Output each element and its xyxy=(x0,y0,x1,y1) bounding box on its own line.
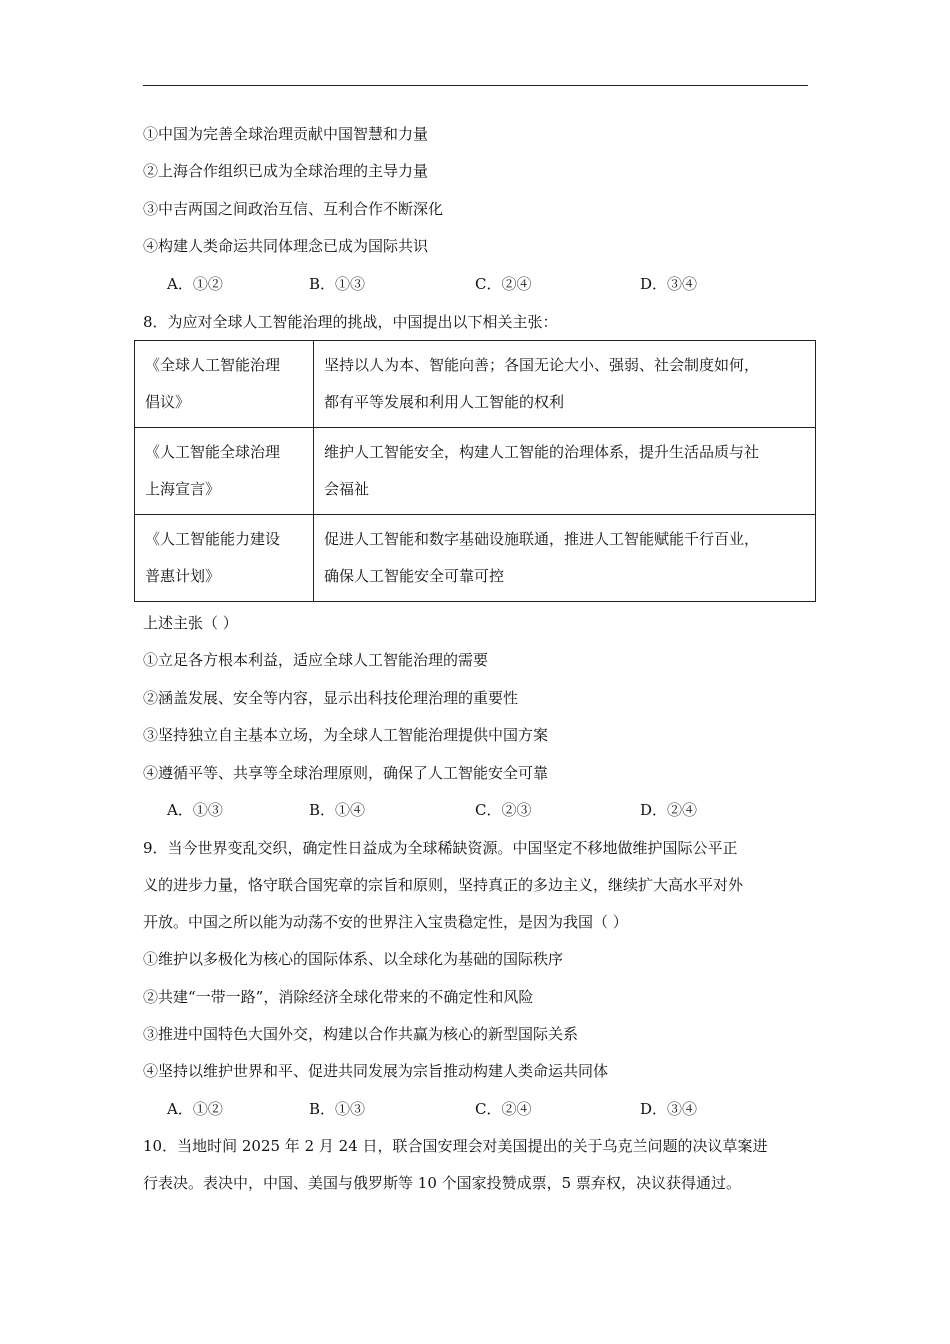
cell-content-line: 会福祉 xyxy=(324,480,370,498)
cell-content-line: 维护人工智能安全，构建人工智能的治理体系，提升生活品质与社 xyxy=(324,443,760,461)
q8-table xyxy=(134,340,816,602)
q9-stem-line-2: 义的进步力量，恪守联合国宪章的宗旨和原则，坚持真正的多边主义，继续扩大高水平对外 xyxy=(143,876,744,894)
q9-choice-b[interactable]: B．①③ xyxy=(309,1100,366,1118)
table-row xyxy=(135,515,816,602)
cell-title-line: 上海宣言》 xyxy=(145,480,221,498)
cell-title-line: 普惠计划》 xyxy=(145,567,221,585)
q8-option-2: ②涵盖发展、安全等内容，显示出科技伦理治理的重要性 xyxy=(143,689,519,707)
table-cell-content xyxy=(314,515,816,602)
q9-stem-line-1: 9．当今世界变乱交织，确定性日益成为全球稀缺资源。中国坚定不移地做维护国际公平正 xyxy=(143,839,738,857)
cell-title-line: 《全球人工智能治理 xyxy=(145,356,281,374)
q8-option-3: ③坚持独立自主基本立场，为全球人工智能治理提供中国方案 xyxy=(143,726,549,744)
q8-choice-d[interactable]: D．②④ xyxy=(640,801,698,819)
q9-choice-a[interactable]: A．①② xyxy=(167,1100,223,1118)
q9-option-3: ③推进中国特色大国外交，构建以合作共赢为核心的新型国际关系 xyxy=(143,1025,579,1043)
cell-title-line: 《人工智能能力建设 xyxy=(145,530,281,548)
cell-title-line: 倡议》 xyxy=(145,393,191,411)
q9-option-2: ②共建“一带一路”，消除经济全球化带来的不确定性和风险 xyxy=(143,988,534,1006)
table-cell-content xyxy=(314,341,816,428)
table-cell-title xyxy=(135,428,314,515)
cell-content-line: 促进人工智能和数字基础设施联通，推进人工智能赋能千行百业， xyxy=(324,530,760,548)
q8-stem: 8．为应对全球人工智能治理的挑战，中国提出以下相关主张： xyxy=(143,313,558,331)
q10-stem-line-1: 10．当地时间 2025 年 2 月 24 日，联合国安理会对美国提出的关于乌克兰问题的决议草案进 xyxy=(143,1137,768,1155)
q9-option-1: ①维护以多极化为核心的国际体系、以全球化为基础的国际秩序 xyxy=(143,950,564,968)
q9-choice-d[interactable]: D．③④ xyxy=(640,1100,698,1118)
table-row xyxy=(135,341,816,428)
cell-content-line: 都有平等发展和利用人工智能的权利 xyxy=(324,393,565,411)
q8-choice-c[interactable]: C．②③ xyxy=(475,801,532,819)
cell-content-line: 坚持以人为本、智能向善；各国无论大小、强弱、社会制度如何， xyxy=(324,356,760,374)
table-cell-title xyxy=(135,341,314,428)
cell-content-line: 确保人工智能安全可靠可控 xyxy=(324,567,505,585)
q7-option-3: ③中吉两国之间政治互信、互利合作不断深化 xyxy=(143,200,444,218)
table-cell-title xyxy=(135,515,314,602)
q7-option-2: ②上海合作组织已成为全球治理的主导力量 xyxy=(143,162,429,180)
q7-option-4: ④构建人类命运共同体理念已成为国际共识 xyxy=(143,237,429,255)
q8-choice-b[interactable]: B．①④ xyxy=(309,801,366,819)
q7-choice-a[interactable]: A．①② xyxy=(167,275,223,293)
q8-option-4: ④遵循平等、共享等全球治理原则，确保了人工智能安全可靠 xyxy=(143,764,549,782)
table-row xyxy=(135,428,816,515)
cell-title-line: 《人工智能全球治理 xyxy=(145,443,281,461)
q8-choice-a[interactable]: A．①③ xyxy=(167,801,223,819)
q7-choice-c[interactable]: C．②④ xyxy=(475,275,532,293)
q9-choice-c[interactable]: C．②④ xyxy=(475,1100,532,1118)
q8-lead: 上述主张（ ） xyxy=(143,614,238,632)
header-rule xyxy=(143,85,808,86)
q7-option-1: ①中国为完善全球治理贡献中国智慧和力量 xyxy=(143,125,429,143)
q7-choice-b[interactable]: B．①③ xyxy=(309,275,366,293)
q10-stem-line-2: 行表决。表决中，中国、美国与俄罗斯等 10 个国家投赞成票，5 票弃权，决议获得通过。 xyxy=(143,1174,741,1192)
q9-option-4: ④坚持以维护世界和平、促进共同发展为宗旨推动构建人类命运共同体 xyxy=(143,1062,609,1080)
table-cell-content xyxy=(314,428,816,515)
q7-choice-d[interactable]: D．③④ xyxy=(640,275,698,293)
q8-option-1: ①立足各方根本利益，适应全球人工智能治理的需要 xyxy=(143,651,489,669)
q9-stem-line-3: 开放。中国之所以能为动荡不安的世界注入宝贵稳定性，是因为我国（ ） xyxy=(143,913,628,931)
